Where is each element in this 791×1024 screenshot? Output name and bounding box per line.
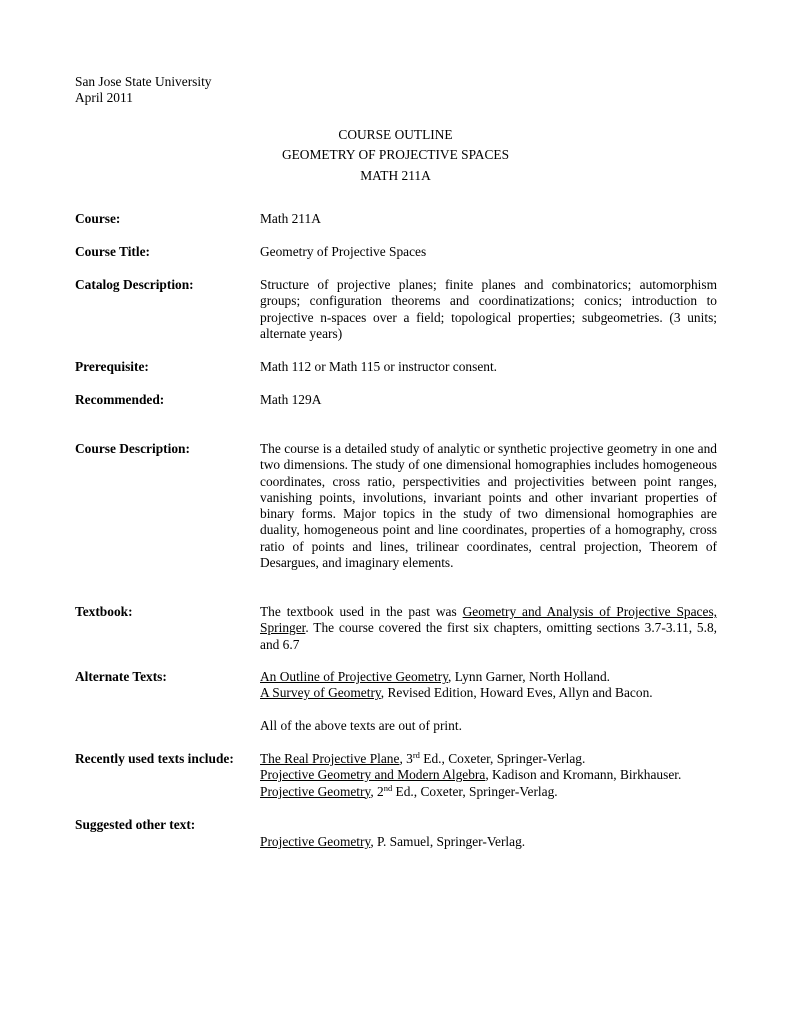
prerequisite-value: Math 112 or Math 115 or instructor consent. [260, 359, 498, 374]
textbook-prefix: The textbook used in the past was [260, 604, 463, 619]
recent-text-item [260, 751, 717, 767]
course-description-value: The course is a detailed study of analytic or synthetic projective geometry in one and two dimensions. The study of one dimensional homographies includes homogeneous coordinates, cross ratio, perspectivities and projectivities between point ranges, vanishing points, involutions, invariant points and other invariant properties of binary forms. Major topics in the study of two dimensional homographies are duality, homogeneous point and line coordinates, properties of a homography, cross ratio of points and lines, trilinear coordinates, central projection, Theorem of Desargues, and imaginary elements. [260, 441, 717, 571]
recent-text-details: Ed., Coxeter, Springer-Verlag. [419, 751, 586, 766]
course-label: Course: [75, 211, 121, 226]
textbook-value [260, 604, 717, 653]
catalog-description-value: Structure of projective planes; finite planes and combinatorics; automorphism groups; configuration theorems and coordinatizations; conics; introduction to projective n-spaces over a field; topological properties; subgeometries. (3 units; alternate years) [260, 277, 717, 341]
alternate-text-title: An Outline of Projective Geometry [260, 669, 449, 684]
course-value: Math 211A [260, 211, 321, 226]
alternate-texts-list [260, 669, 717, 734]
out-of-print-note: All of the above texts are out of print. [260, 717, 462, 733]
suggested-text-label: Suggested other text: [75, 817, 196, 832]
document-date: April 2011 [75, 90, 133, 106]
title-line-3: MATH 211A [360, 167, 431, 183]
document-header [75, 74, 212, 107]
recent-text-item [260, 767, 717, 783]
recent-texts-label: Recently used texts include: [75, 751, 234, 766]
catalog-description-label: Catalog Description: [75, 277, 194, 292]
prerequisite-label: Prerequisite: [75, 359, 149, 374]
document-title [0, 125, 791, 186]
title-line-1: COURSE OUTLINE [338, 127, 453, 142]
recent-text-title: Projective Geometry and Modern Algebra [260, 767, 486, 783]
recent-texts-list [260, 751, 717, 800]
edition-suffix: rd [412, 750, 420, 760]
course-title-value: Geometry of Projective Spaces [260, 244, 427, 259]
suggested-text-value [260, 834, 717, 850]
recent-text-title: The Real Projective Plane [260, 751, 400, 766]
alternate-text-details: , Revised Edition, Howard Eves, Allyn and Bacon. [380, 685, 653, 701]
recent-text-edition: , 3 [399, 751, 413, 766]
title-line-2: GEOMETRY OF PROJECTIVE SPACES [281, 147, 510, 163]
textbook-title: Geometry and Analysis of Projective Spaces, Springer [260, 604, 718, 636]
suggested-text-title: Projective Geometry [260, 834, 371, 849]
edition-suffix: nd [383, 782, 393, 793]
alternate-text-details: , Lynn Garner, North Holland. [448, 669, 611, 684]
recent-text-edition: , 2 [370, 783, 384, 799]
university-name: San Jose State University [75, 74, 212, 89]
alternate-text-item [260, 669, 717, 685]
recent-text-details: , Kadison and Kromann, Birkhauser. [485, 767, 682, 783]
alternate-texts-label: Alternate Texts: [75, 669, 167, 684]
recent-text-title: Projective Geometry [260, 783, 371, 799]
recent-text-item [260, 784, 717, 800]
alternate-text-title: A Survey of Geometry [260, 685, 381, 701]
course-description-label: Course Description: [75, 441, 190, 456]
alternate-text-item [260, 685, 717, 701]
recommended-label: Recommended: [75, 392, 165, 407]
recent-text-details: Ed., Coxeter, Springer-Verlag. [392, 783, 558, 799]
textbook-label: Textbook: [75, 604, 133, 619]
recommended-value: Math 129A [260, 392, 322, 407]
course-title-label: Course Title: [75, 244, 151, 259]
suggested-text-details: , P. Samuel, Springer-Verlag. [370, 834, 526, 849]
textbook-suffix: . The course covered the first six chapters, omitting sections 3.7-3.11, 5.8, and 6.7 [260, 620, 717, 652]
